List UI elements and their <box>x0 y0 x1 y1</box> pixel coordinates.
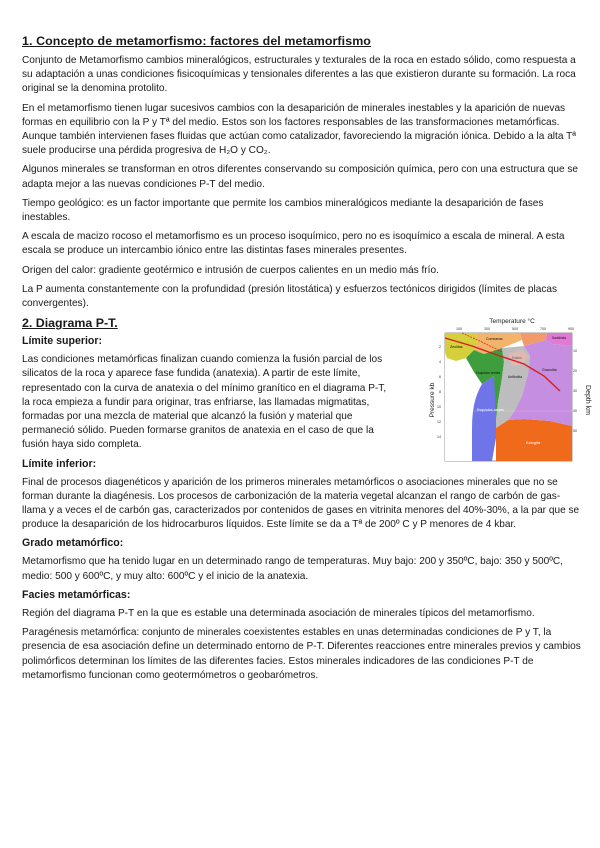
p-tick-4: 8 <box>439 390 441 395</box>
facies-paragraph-2: Paragénesis metamórfica: conjunto de minerales coexistentes estables en unas determinadas condiciones de P y T, la presencia de esa asociación define un determinado entorno de P-T. Diferentes reacciones entre minerales previos y cambios polimórficos determinan los límites de las diferentes facies. Estos minerales indicadores de las condiciones P-T de metamorfismo funcionan como geotermómetros o geobarómetros. <box>22 627 581 681</box>
temp-tick-1: 100 <box>456 327 462 332</box>
d-tick-2: 20 <box>573 369 577 374</box>
pt-diagram-svg <box>412 316 592 466</box>
section1-paragraph-6: Origen del calor: gradiente geotérmico e intrusión de cuerpos calientes en un medio más frío. <box>22 264 439 276</box>
pressure-ticks <box>437 345 441 439</box>
label-eclogite: Eclogita <box>526 440 541 446</box>
depth-ticks <box>573 349 577 433</box>
label-amphibolite: Anfibolita <box>508 375 522 380</box>
limite-inferior-block <box>22 458 582 533</box>
p-tick-3: 6 <box>439 375 441 380</box>
d-tick-4: 40 <box>573 409 577 414</box>
label-melt: Fusión <box>512 356 522 361</box>
pt-diagram <box>412 316 592 466</box>
limite-inferior-heading: Límite inferior: <box>22 457 97 470</box>
grado-text: Metamorfismo que ha tenido lugar en un determinado rango de temperaturas. Muy bajo: 200 y 350ºC, bajo: 350 y 500ºC, medio: 500 y 600ºC, y muy alto: 600ºC y el inicio de la anatexia. <box>22 556 563 582</box>
label-greenschist: Esquistos verdes <box>476 371 501 376</box>
label-hornfels: Corneanas <box>486 337 503 342</box>
temp-tick-5: 900 <box>568 327 574 332</box>
facies-heading: Facies metamórficas: <box>22 588 131 601</box>
section1-paragraph-5: A escala de macizo rocoso el metamorfismo es un proceso isoquímico, pero no es isoquímico a escala de mineral. A esta escala se produce un intercambio iónico entre las distintas fases minerales presentes. <box>22 231 565 257</box>
section1-paragraph-1: Conjunto de Metamorfismo cambios mineralógicos, estructurales y texturales de la roca en estado sólido, como respuesta a su adaptación a unas condiciones fisicoquímicas y tensionales diferentes a las que existieron durante su formación. La roca original se la denomina protolito. <box>22 55 576 95</box>
grado-block <box>22 537 582 583</box>
section1-paragraph-4: Tiempo geológico: es un factor importante que permite los cambios mineralógicos mediante la desaparición de fases inestables. <box>22 197 544 224</box>
d-tick-5: 50 <box>573 429 577 434</box>
d-tick-3: 30 <box>573 389 577 394</box>
p-tick-1: 2 <box>439 345 441 350</box>
label-sanidinite: Sanidinita <box>552 336 566 341</box>
temp-tick-3: 500 <box>512 327 518 332</box>
limite-superior-text: Las condiciones metamórficas finalizan cuando comienza la fusión parcial de los silicatos de la roca y aparece fase fundida (anatexia). A partir de este límite, representado con la curva de anatexia o del mínimo granítico en el diagrama P-T, la roca empieza a fundir para originar, tras enfriarse, las llamadas migmatitas, formadas por una mezcla de material que alcanzó la fusión y material que permaneció sólido. Pueden formarse granitos de anatexia en el caso de que la fusión haya sido completa. <box>22 354 387 451</box>
temperature-axis-label: Temperature °C <box>489 318 535 326</box>
d-tick-1: 10 <box>573 349 577 354</box>
label-granulite: Granulita <box>542 368 557 373</box>
document-page <box>22 34 591 688</box>
limite-inferior-text: Final de procesos diagenéticos y aparición de los primeros minerales metamórficos o asociaciones minerales que no se forman durante la diagénesis. Los procesos de carbonización de la materia vegetal alcanzan el rango de carbón de gas-llama y a veces el de carbón gas, caracterizados por contenidos de gases en vitrinita menores del 40%-30%, a la par que se produce la desaparición de los hidrocarburos líquidos. Este límite se da a Tª de 200º C y P menores de 4 kbar. <box>22 476 580 531</box>
section1-title: 1. Concepto de metamorfismo: factores del metamorfismo <box>22 34 371 48</box>
grado-heading: Grado metamórfico: <box>22 537 124 550</box>
pressure-axis-label: Pressure kb <box>429 382 436 418</box>
section2 <box>22 316 591 683</box>
p-tick-5: 10 <box>437 405 441 410</box>
p-tick-7: 14 <box>437 435 441 440</box>
section1-paragraph-2: En el metamorfismo tienen lugar sucesivos cambios con la desaparición de minerales inestables y la aparición de nuevas formas en equilibrio con la P y Tª del medio. Estos son los factores responsables de las transformaciones metamórficas. Aunque también intervienen fases fluidas que actúan como catalizador, favoreciendo la migración iónica. Debido a la alta Tª suele producirse una pérdida progresiva de H₂O y CO₂. <box>22 102 576 157</box>
temp-tick-4: 700 <box>540 327 546 332</box>
section1-paragraph-7: La P aumenta constantemente con la profundidad (presión litostática) y esfuerzos tectónicos dirigidos (límites de placas convergentes). <box>22 283 558 310</box>
facies-paragraph-1: Región del diagrama P-T en la que es estable una determinada asociación de minerales típicos del metamorfismo. <box>22 607 535 619</box>
temp-tick-2: 300 <box>484 327 490 332</box>
label-zeolite: Zeolitas <box>450 345 463 350</box>
temperature-ticks <box>456 327 574 331</box>
section1-paragraph-3: Algunos minerales se transforman en otros diferentes conservando su composición química, pero con una estructura que se adapta mejor a las nuevas condiciones P-T del medio. <box>22 164 579 190</box>
section2-title: 2. Diagrama P-T. <box>22 316 118 331</box>
p-tick-2: 4 <box>439 360 441 365</box>
limite-superior-heading: Límite superior: <box>22 335 103 348</box>
depth-axis-label: Depth km <box>584 385 591 416</box>
facies-block <box>22 589 582 683</box>
p-tick-6: 12 <box>437 420 441 425</box>
limite-superior-block <box>22 335 388 452</box>
label-blueschist: Esquistos azules <box>477 408 504 413</box>
